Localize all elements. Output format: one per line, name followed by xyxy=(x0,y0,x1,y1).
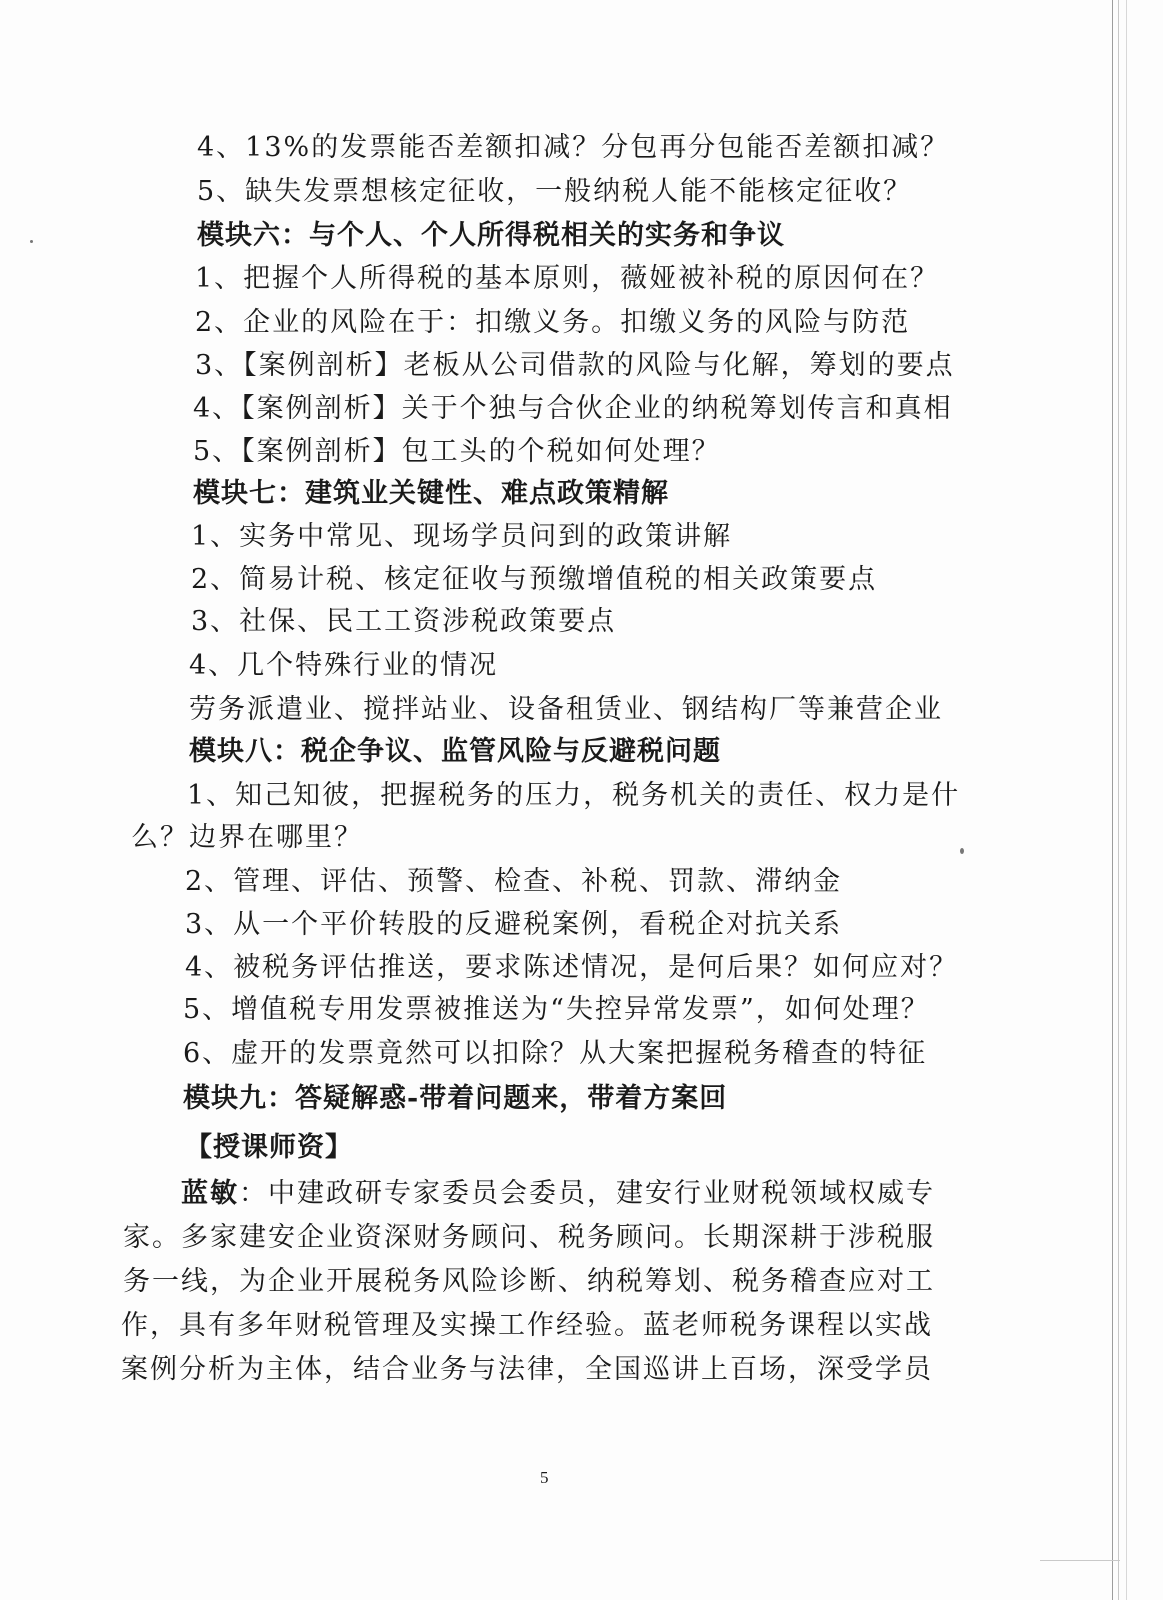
list-item: 4、几个特殊行业的情况 xyxy=(189,650,499,681)
instructor-bio-text: ：中建政研专家委员会委员，建安行业财税领域权威专 xyxy=(239,1178,935,1209)
list-item: 1、实务中常见、现场学员问到的政策讲解 xyxy=(191,521,733,552)
instructor-section-heading: 【授课师资】 xyxy=(185,1132,353,1163)
list-item: 5、【案例剖析】包工头的个税如何处理？ xyxy=(193,436,721,467)
list-item: 2、简易计税、核定征收与预缴增值税的相关政策要点 xyxy=(191,564,878,595)
list-item: 3、从一个平价转股的反避税案例，看税企对抗关系 xyxy=(185,909,843,940)
list-item: 5、缺失发票想核定征收，一般纳税人能不能核定征收？ xyxy=(197,176,913,207)
list-item: 3、【案例剖析】老板从公司借款的风险与化解，筹划的要点 xyxy=(195,350,955,381)
list-item: 1、知己知彼，把握税务的压力，税务机关的责任、权力是什 xyxy=(187,780,961,811)
page-number: 5 xyxy=(540,1468,549,1487)
list-item: 4、13%的发票能否差额扣减？分包再分包能否差额扣减？ xyxy=(197,132,950,163)
instructor-bio-line: 作，具有多年财税管理及实操工作经验。蓝老师税务课程以实战 xyxy=(121,1310,933,1341)
instructor-bio-first-line xyxy=(181,1174,935,1214)
list-item: 劳务派遣业、搅拌站业、设备租赁业、钢结构厂等兼营企业 xyxy=(189,694,943,725)
list-item-continuation: 么？边界在哪里？ xyxy=(131,822,363,853)
list-item: 3、社保、民工工资涉税政策要点 xyxy=(191,606,617,637)
list-item: 4、被税务评估推送，要求陈述情况，是何后果？如何应对？ xyxy=(185,952,959,983)
list-item: 4、【案例剖析】关于个独与合伙企业的纳税筹划传言和真相 xyxy=(193,393,953,424)
list-item: 2、管理、评估、预警、检查、补税、罚款、滞纳金 xyxy=(185,866,843,897)
list-item: 5、增值税专用发票被推送为“失控异常发票”，如何处理？ xyxy=(183,994,930,1025)
list-item: 2、企业的风险在于：扣缴义务。扣缴义务的风险与防范 xyxy=(195,307,911,338)
instructor-bio-line: 案例分析为主体，结合业务与法律，全国巡讲上百场，深受学员 xyxy=(121,1354,933,1385)
section-heading: 模块八：税企争议、监管风险与反避税问题 xyxy=(189,736,721,767)
section-heading: 模块九：答疑解惑-带着问题来，带着方案回 xyxy=(183,1083,728,1114)
list-item: 1、把握个人所得税的基本原则，薇娅被补税的原因何在？ xyxy=(195,263,940,294)
list-item: 6、虚开的发票竟然可以扣除？从大案把握税务稽查的特征 xyxy=(183,1038,928,1069)
instructor-name: 蓝敏 xyxy=(181,1178,239,1209)
instructor-bio-line: 务一线，为企业开展税务风险诊断、纳税筹划、税务稽查应对工 xyxy=(123,1266,935,1297)
section-heading: 模块七：建筑业关键性、难点政策精解 xyxy=(193,478,669,509)
section-heading: 模块六：与个人、个人所得税相关的实务和争议 xyxy=(197,220,785,251)
instructor-bio-line: 家。多家建安企业资深财务顾问、税务顾问。长期深耕于涉税服 xyxy=(123,1222,935,1253)
